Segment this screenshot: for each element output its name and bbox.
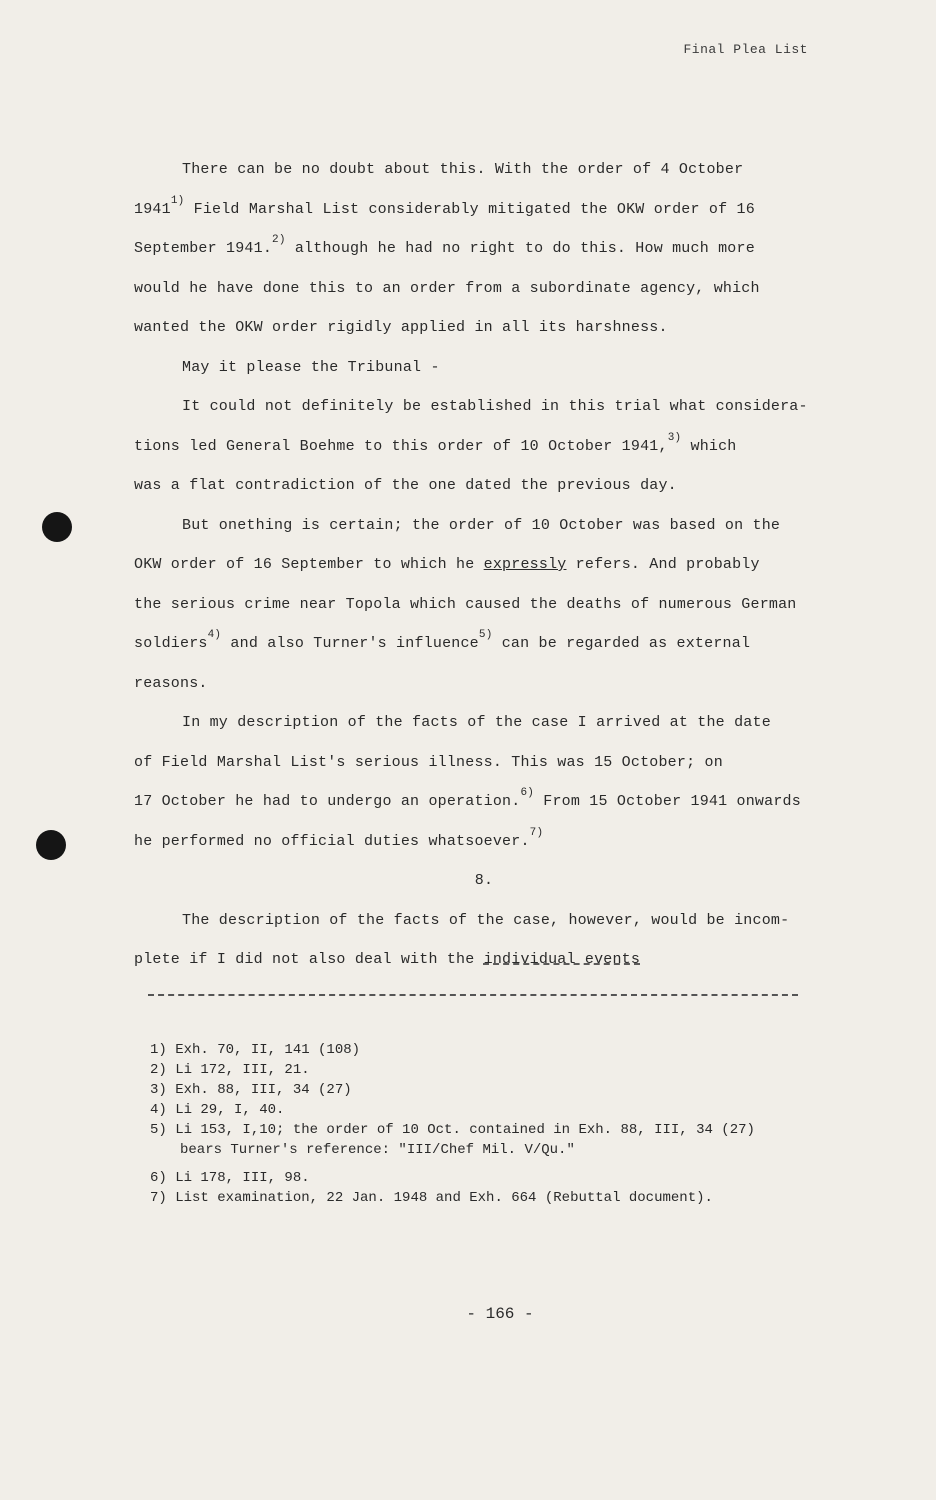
text-line: It could not definitely be established in this trial what considera- (182, 398, 808, 415)
text-line: plete if I did not also deal with the individual events (134, 951, 641, 968)
text-line: reasons. (134, 674, 208, 692)
footnote-continuation: bears Turner's reference: "III/Chef Mil. V/Qu." (180, 1142, 575, 1158)
footnote-ref: 1) (170, 194, 185, 207)
text-line: OKW order of 16 September to which he expressly refers. And probably (134, 556, 760, 573)
footnotes (150, 1040, 870, 1208)
footnote: 3) Exh. 88, III, 34 (27) (150, 1082, 352, 1098)
text-line: May it please the Tribunal - (182, 358, 440, 376)
footnote-separator (148, 994, 798, 996)
footnote: 1) Exh. 70, II, 141 (108) (150, 1042, 361, 1058)
footnote-ref: 6) (520, 787, 535, 799)
footnote: 6) Li 178, III, 98. (150, 1170, 310, 1186)
underlined-word: expressly (483, 556, 567, 573)
footnote: 2) Li 172, III, 21. (150, 1062, 310, 1078)
text-line: the serious crime near Topola which caused the deaths of numerous German (134, 595, 797, 613)
footnote-ref: 4) (207, 629, 222, 641)
page-number: - 166 - (466, 1305, 534, 1323)
text-line: September 1941.$^{2)}$ although he had no right to do this. How much more (134, 234, 755, 257)
punch-hole (42, 512, 72, 542)
footnote: 4) Li 29, I, 40. (150, 1102, 285, 1118)
footnote: 5) Li 153, I,10; the order of 10 Oct. contained in Exh. 88, III, 34 (27) (150, 1122, 755, 1138)
text-line: 17 October he had to undergo an operation.$^{6)}$ From 15 October 1941 onwards (134, 787, 801, 810)
text-line: 1941$^{1)}$ Field Marshal List considerably mitigated the OKW order of 16 (134, 194, 755, 218)
underlined-phrase: individual events (483, 951, 641, 968)
section-number: 8. (474, 872, 494, 889)
punch-hole (36, 830, 66, 860)
header-title: Final Plea List (683, 42, 808, 57)
footnote-ref: 7) (529, 826, 544, 839)
footnote: 7) List examination, 22 Jan. 1948 and Exh. 664 (Rebuttal document). (150, 1190, 713, 1206)
text-line: There can be no doubt about this. With the order of 4 October (182, 161, 744, 178)
text-line: was a flat contradiction of the one dated the previous day. (134, 477, 677, 494)
text-line: In my description of the facts of the case I arrived at the date (182, 714, 771, 731)
text-line: he performed no official duties whatsoever.$^{7)}$ (134, 826, 544, 850)
footnote-ref: 3) (667, 431, 682, 444)
text-line: tions led General Boehme to this order of 10 October 1941,$^{3)}$ which (134, 431, 737, 455)
text-line: But onething is certain; the order of 10 October was based on the (182, 516, 781, 534)
footnote-ref: 5) (478, 629, 493, 641)
body-text (134, 150, 834, 980)
footnote-ref: 2) (272, 234, 286, 246)
text-line: wanted the OKW order rigidly applied in all its harshness. (134, 319, 668, 336)
text-line: soldiers$^{4)}$ and also Turner's influence$^{5)}$ can be regarded as external (134, 629, 751, 652)
text-line: The description of the facts of the case, however, would be incom- (182, 911, 790, 929)
text-line: of Field Marshal List's serious illness. This was 15 October; on (134, 753, 723, 771)
text-line: would he have done this to an order from a subordinate agency, which (134, 279, 760, 297)
